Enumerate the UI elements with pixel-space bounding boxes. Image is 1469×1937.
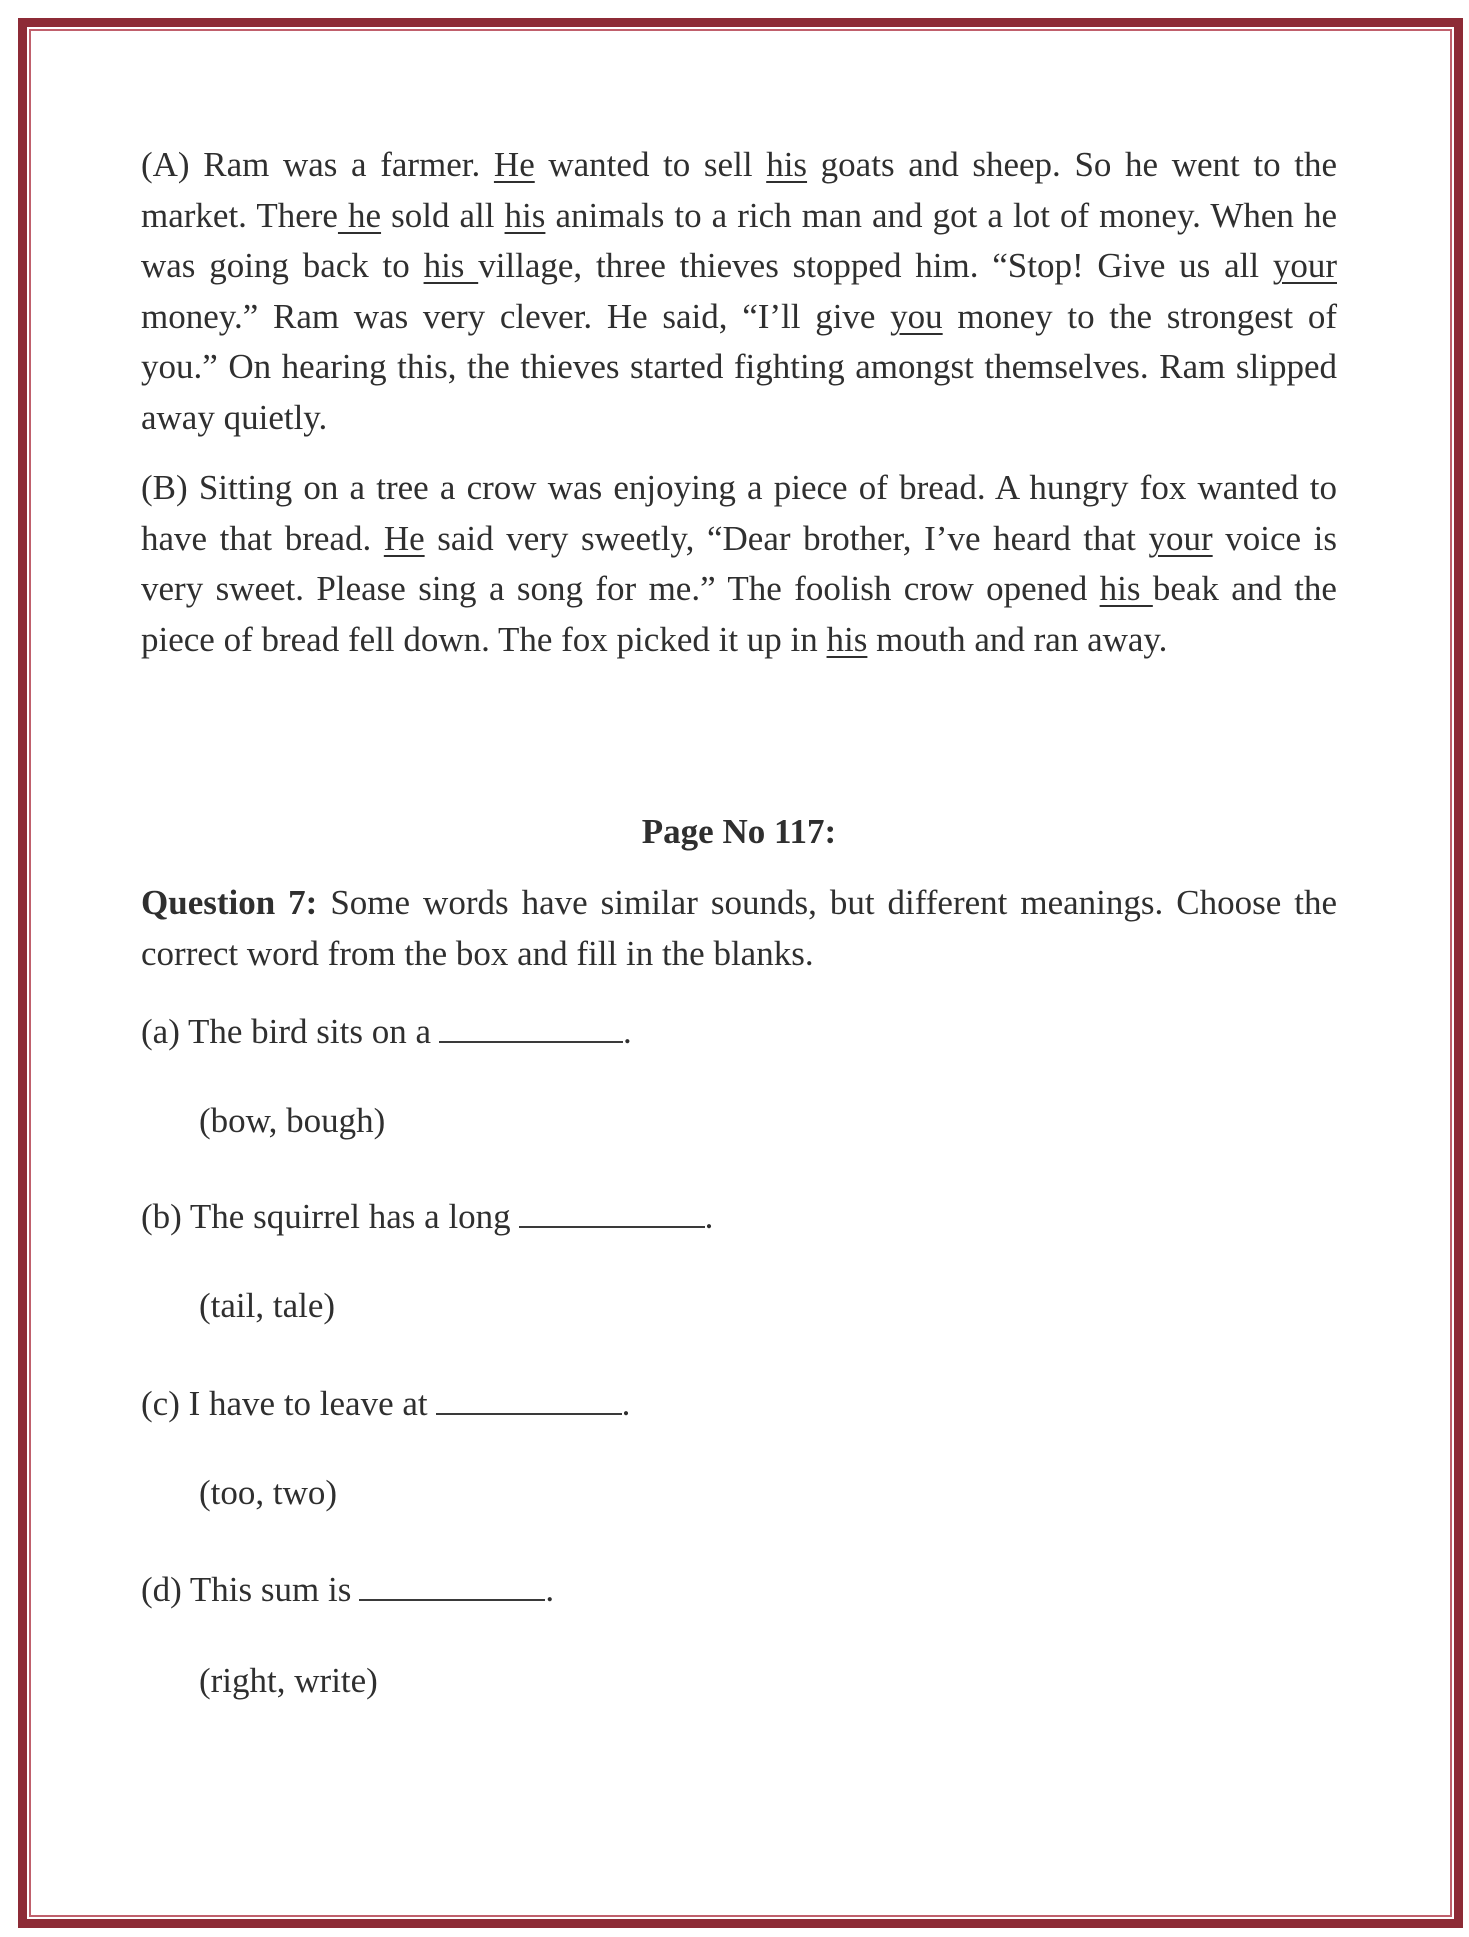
passage-text: money to the strongest of you.” On hearing this, the thieves started fighting amongst themselves. Ram slipped away quietly.	[141, 296, 1337, 437]
item-period: .	[622, 1012, 632, 1051]
underlined-pronoun: his	[1099, 569, 1153, 608]
passage-text: goats and sheep. So he went to the market. There	[141, 145, 1338, 235]
passage-text: voice is very sweet. Please sing a song for me.” The foolish crow opened	[141, 518, 1338, 608]
answer-blank	[439, 1005, 623, 1043]
passage-text: said very sweetly, “Dear brother, I’ve heard that	[424, 518, 1149, 558]
item-options: (tail, tale)	[199, 1286, 336, 1325]
item-period: .	[621, 1384, 631, 1423]
underlined-pronoun: your	[1272, 246, 1337, 285]
item-options: (right, write)	[199, 1661, 378, 1700]
underlined-pronoun: his	[826, 619, 868, 659]
question-label: Question 7:	[141, 883, 318, 922]
passage-text: animals to a rich man and got a lot of money. When he was going back to	[141, 195, 1337, 285]
passage-text: wanted to sell	[534, 145, 767, 184]
underlined-pronoun: he	[337, 195, 382, 235]
item-options: (too, two)	[199, 1473, 338, 1512]
underlined-pronoun: He	[383, 518, 425, 558]
item-period: .	[545, 1570, 555, 1609]
underlined-pronoun: his	[423, 246, 479, 285]
passage-b	[141, 463, 1337, 665]
passage-text: (A) Ram was a farmer.	[141, 145, 494, 184]
item-period: .	[704, 1197, 714, 1236]
passage-text: (B) Sitting on a tree a crow was enjoying a piece of bread. A hungry fox wanted to have that bread.	[141, 468, 1337, 558]
answer-blank	[436, 1377, 622, 1415]
passage-text: sold all	[381, 195, 505, 235]
underlined-pronoun: you	[890, 296, 943, 336]
passage-a	[141, 140, 1337, 443]
question-text: Some words have similar sounds, but different meanings. Choose the correct word from the box and fill in the blanks.	[141, 883, 1337, 973]
answer-blank	[359, 1563, 545, 1601]
answer-blank	[519, 1190, 705, 1228]
underlined-pronoun: your	[1148, 518, 1213, 558]
item-prompt: (a) The bird sits on a	[141, 1012, 431, 1051]
passage-text: beak and the piece of bread fell down. The fox picked it up in	[141, 569, 1337, 659]
underlined-pronoun: He	[493, 145, 535, 184]
passage-text: money.” Ram was very clever. He said, “I’ll give	[141, 296, 891, 336]
item-prompt: (c) I have to leave at	[141, 1384, 428, 1423]
item-options: (bow, bough)	[199, 1101, 386, 1140]
passage-text: village, three thieves stopped him. “Stop! Give us all	[478, 246, 1273, 285]
underlined-pronoun: his	[766, 145, 808, 184]
item-prompt: (d) This sum is	[141, 1570, 352, 1609]
underlined-pronoun: his	[504, 195, 546, 235]
page-heading: Page No 117:	[641, 812, 837, 851]
question-7	[141, 878, 1337, 979]
passage-text: mouth and ran away.	[867, 619, 1168, 659]
item-prompt: (b) The squirrel has a long	[141, 1197, 511, 1236]
